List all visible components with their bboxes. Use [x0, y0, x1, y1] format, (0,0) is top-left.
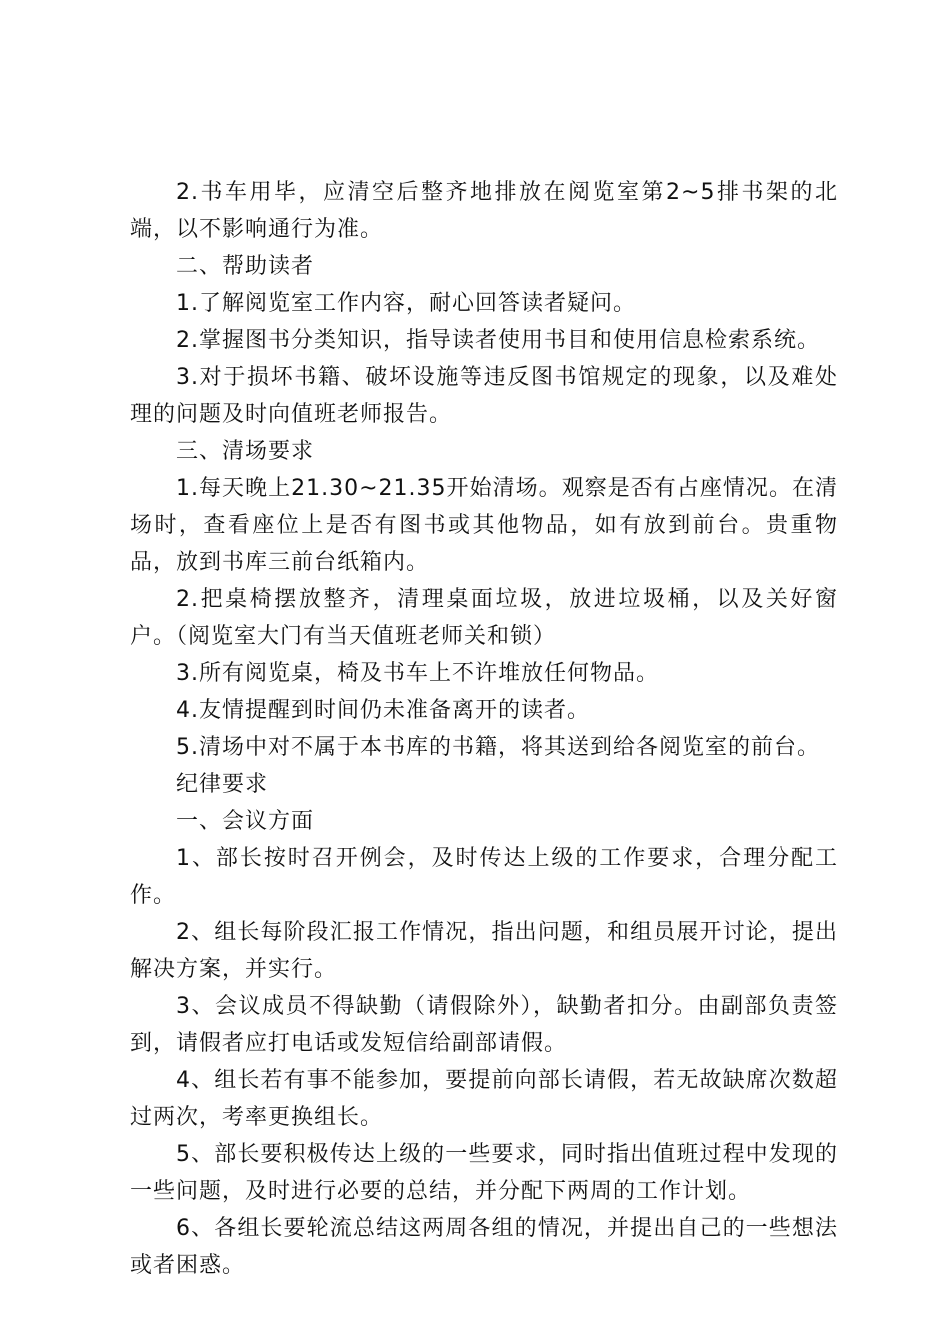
paragraph: 1、部长按时召开例会，及时传达上级的工作要求，合理分配工作。 [130, 846, 838, 908]
paragraph: 3.所有阅览桌，椅及书车上不许堆放任何物品。 [176, 661, 659, 686]
paragraph: 4、组长若有事不能参加，要提前向部长请假，若无故缺席次数超过两次，考率更换组长。 [130, 1068, 838, 1130]
paragraph: 2.书车用毕，应清空后整齐地排放在阅览室第2~5排书架的北端，以不影响通行为准。 [130, 180, 838, 242]
paragraph: 2、组长每阶段汇报工作情况，指出问题，和组员展开讨论，提出解决方案，并实行。 [130, 920, 838, 982]
document-body [130, 174, 838, 1284]
paragraph: 6、各组长要轮流总结这两周各组的情况，并提出自己的一些想法或者困惑。 [130, 1216, 838, 1278]
paragraph: 1.了解阅览室工作内容，耐心回答读者疑问。 [176, 291, 636, 316]
paragraph: 4.友情提醒到时间仍未准备离开的读者。 [176, 698, 590, 723]
paragraph: 2.把桌椅摆放整齐，清理桌面垃圾，放进垃圾桶，以及关好窗户。（阅览室大门有当天值班老师关和锁） [130, 587, 838, 649]
section-heading: 二、帮助读者 [176, 254, 315, 279]
paragraph: 3、会议成员不得缺勤（请假除外），缺勤者扣分。由副部负责签到，请假者应打电话或发短信给副部请假。 [130, 994, 838, 1056]
paragraph: 5.清场中对不属于本书库的书籍，将其送到给各阅览室的前台。 [176, 735, 820, 760]
paragraph: 2.掌握图书分类知识，指导读者使用书目和使用信息检索系统。 [176, 328, 820, 353]
section-heading: 一、会议方面 [176, 809, 315, 834]
section-heading: 三、清场要求 [176, 439, 315, 464]
paragraph: 3.对于损坏书籍、破坏设施等违反图书馆规定的现象，以及难处理的问题及时向值班老师报告。 [130, 365, 838, 427]
paragraph: 5、部长要积极传达上级的一些要求，同时指出值班过程中发现的一些问题，及时进行必要的总结，并分配下两周的工作计划。 [130, 1142, 838, 1204]
section-heading: 纪律要求 [176, 772, 269, 797]
paragraph: 1.每天晚上21.30~21.35开始清场。观察是否有占座情况。在清场时，查看座位上是否有图书或其他物品，如有放到前台。贵重物品，放到书库三前台纸箱内。 [130, 476, 838, 575]
